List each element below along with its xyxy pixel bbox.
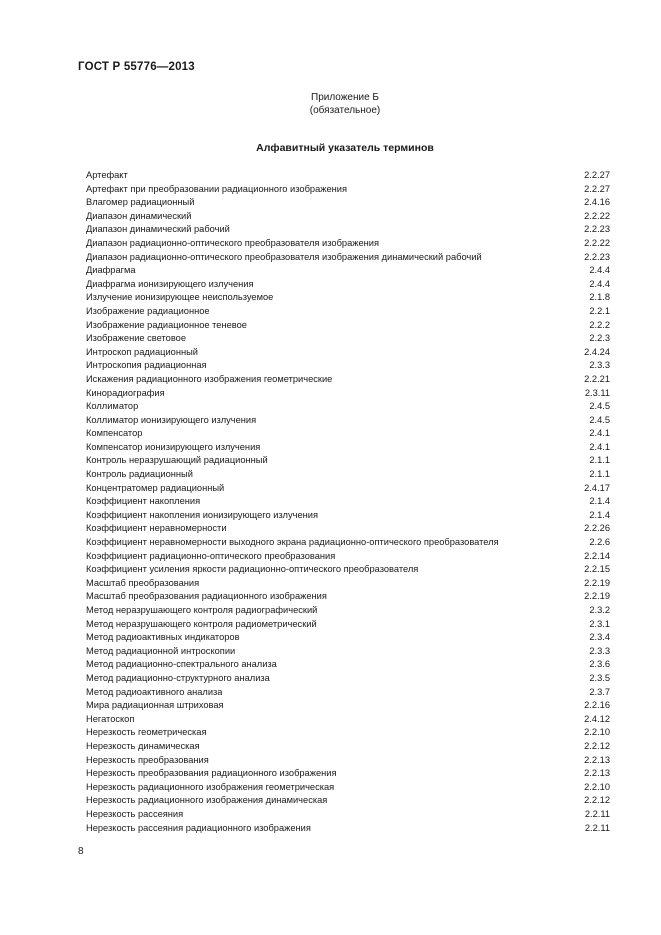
term-name: Интроскопия радиационная [86,360,207,371]
index-heading: Алфавитный указатель терминов [256,142,434,154]
appendix-type: (обязательное) [309,105,381,116]
term-ref: 2.2.3 [589,333,610,344]
term-ref: 2.2.2 [589,319,610,330]
term-row [86,754,610,768]
term-ref: 2.4.4 [589,265,610,276]
term-name: Компенсатор ионизирующего излучения [86,441,261,452]
term-name: Компенсатор [86,428,143,439]
term-row [86,672,610,686]
term-ref: 2.1.8 [589,292,610,303]
term-ref: 2.2.21 [584,373,610,384]
term-ref: 2.2.22 [584,237,610,248]
term-ref: 2.1.4 [589,496,610,507]
term-row [86,645,610,659]
term-name: Искажения радиационного изображения геометрические [86,373,333,384]
term-row [86,346,610,360]
term-name: Коллиматор ионизирующего излучения [86,414,257,425]
term-ref: 2.2.1 [589,305,610,316]
term-name: Нерезкость преобразования радиационного изображения [86,768,337,779]
term-name: Влагомер радиационный [86,197,195,208]
term-ref: 2.2.10 [584,727,610,738]
term-row [86,631,610,645]
term-name: Кинорадиография [86,387,165,398]
term-row [86,509,610,523]
term-row [86,808,610,822]
term-ref: 2.1.1 [589,469,610,480]
term-ref: 2.4.24 [584,346,610,357]
term-name: Интроскоп радиационный [86,346,198,357]
term-name: Диапазон динамический рабочий [86,224,230,235]
term-row [86,414,610,428]
term-row [86,441,610,455]
term-name: Масштаб преобразования радиационного изображения [86,591,327,602]
term-ref: 2.4.5 [589,414,610,425]
term-ref: 2.1.4 [589,509,610,520]
term-ref: 2.2.12 [584,740,610,751]
term-ref: 2.3.3 [589,360,610,371]
term-row [86,699,610,713]
term-name: Нерезкость динамическая [86,740,200,751]
term-row [86,482,610,496]
term-row [86,726,610,740]
term-row [86,278,610,292]
term-ref: 2.2.27 [584,183,610,194]
term-ref: 2.4.16 [584,197,610,208]
term-ref: 2.3.1 [589,618,610,629]
term-ref: 2.4.1 [589,428,610,439]
term-row [86,400,610,414]
term-row [86,713,610,727]
term-name: Коэффициент усиления яркости радиационно-оптического преобразователя [86,564,419,575]
term-ref: 2.3.3 [589,645,610,656]
term-name: Нерезкость радиационного изображения геометрическая [86,781,335,792]
term-ref: 2.2.11 [584,808,610,819]
term-name: Мира радиационная штриховая [86,700,224,711]
term-ref: 2.1.1 [589,455,610,466]
term-row [86,183,610,197]
term-ref: 2.2.11 [584,822,610,833]
term-ref: 2.2.23 [584,251,610,262]
term-row [86,332,610,346]
term-ref: 2.3.11 [584,387,610,398]
term-row [86,767,610,781]
term-name: Коэффициент радиационно-оптического преобразования [86,550,336,561]
term-row [86,387,610,401]
term-ref: 2.4.17 [584,482,610,493]
term-ref: 2.2.19 [584,591,610,602]
term-row [86,169,610,183]
term-ref: 2.2.13 [584,768,610,779]
term-name: Диапазон радиационно-оптического преобразователя изображения [86,237,379,248]
term-name: Диафрагма [86,265,136,276]
term-row [86,305,610,319]
term-ref: 2.2.13 [584,754,610,765]
term-ref: 2.2.12 [584,795,610,806]
term-name: Излучение ионизирующее неиспользуемое [86,292,274,303]
term-name: Контроль неразрушающий радиационный [86,455,268,466]
term-name: Коэффициент накопления [86,496,201,507]
term-ref: 2.3.2 [589,605,610,615]
term-name: Диапазон радиационно-оптического преобразователя изображения динамический рабочий [86,251,482,262]
term-row [86,604,610,618]
term-ref: 2.3.7 [589,686,610,697]
term-ref: 2.2.6 [589,537,610,548]
term-name: Нерезкость рассеяния [86,808,184,819]
term-name: Нерезкость преобразования [86,754,209,765]
term-row [86,196,610,210]
term-ref: 2.4.5 [589,401,610,412]
term-ref: 2.3.6 [589,659,610,670]
term-row [86,794,610,808]
term-row [86,427,610,441]
term-row [86,550,610,564]
term-ref: 2.4.4 [589,278,610,289]
term-row [86,210,610,224]
term-row [86,291,610,305]
term-ref: 2.2.23 [584,224,610,235]
term-name: Коэффициент накопления ионизирующего излучения [86,509,318,520]
term-row [86,740,610,754]
term-row [86,264,610,278]
term-ref: 2.2.27 [584,170,610,180]
term-name: Метод радиационно-структурного анализа [86,672,270,683]
term-ref: 2.2.26 [584,523,610,534]
term-ref: 2.2.10 [584,781,610,792]
term-row [86,223,610,237]
term-name: Диапазон динамический [86,210,192,221]
term-name: Диафрагма ионизирующего излучения [86,278,254,289]
term-ref: 2.2.22 [584,210,610,221]
term-row [86,495,610,509]
term-ref: 2.4.1 [589,441,610,452]
term-row [86,577,610,591]
term-name: Метод радиационной интроскопии [86,645,236,656]
term-name: Метод радиационно-спектрального анализа [86,659,277,670]
term-row [86,781,610,795]
term-ref: 2.4.12 [584,713,610,724]
term-ref: 2.3.5 [589,672,610,683]
term-row [86,658,610,672]
page-number: 8 [78,846,84,857]
terms-list [86,169,610,835]
term-name: Коллиматор [86,401,139,412]
term-ref: 2.3.4 [589,632,610,643]
term-row [86,454,610,468]
term-name: Масштаб преобразования [86,577,200,588]
term-name: Нерезкость радиационного изображения динамическая [86,795,328,806]
term-name: Метод неразрушающего контроля радиографический [86,605,318,615]
term-ref: 2.2.14 [584,550,610,561]
term-name: Изображение световое [86,333,186,344]
term-ref: 2.2.16 [584,700,610,711]
term-row [86,319,610,333]
term-row [86,563,610,577]
term-row [86,822,610,836]
term-name: Изображение радиационное теневое [86,319,247,330]
term-name: Изображение радиационное [86,305,210,316]
term-name: Метод неразрушающего контроля радиометрический [86,618,317,629]
term-row [86,686,610,700]
term-name: Нерезкость рассеяния радиационного изображения [86,822,311,833]
appendix-title: Приложение Б [311,92,379,103]
term-ref: 2.2.15 [584,564,610,575]
term-name: Метод радиоактивного анализа [86,686,223,697]
term-row [86,237,610,251]
term-row [86,251,610,265]
term-row [86,359,610,373]
term-name: Метод радиоактивных индикаторов [86,632,240,643]
term-name: Артефакт [86,170,128,180]
term-row [86,522,610,536]
term-row [86,618,610,632]
term-name: Коэффициент неравномерности [86,523,227,534]
term-row [86,373,610,387]
term-row [86,536,610,550]
term-name: Негатоскоп [86,713,135,724]
term-row [86,590,610,604]
term-name: Артефакт при преобразовании радиационного изображения [86,183,347,194]
term-ref: 2.2.19 [584,577,610,588]
term-name: Нерезкость геометрическая [86,727,207,738]
standard-code: ГОСТ Р 55776—2013 [78,61,195,73]
term-name: Концентратомер радиационный [86,482,225,493]
term-name: Контроль радиационный [86,469,193,480]
term-name: Коэффициент неравномерности выходного экрана радиационно-оптического преобразователя [86,537,499,548]
term-row [86,468,610,482]
